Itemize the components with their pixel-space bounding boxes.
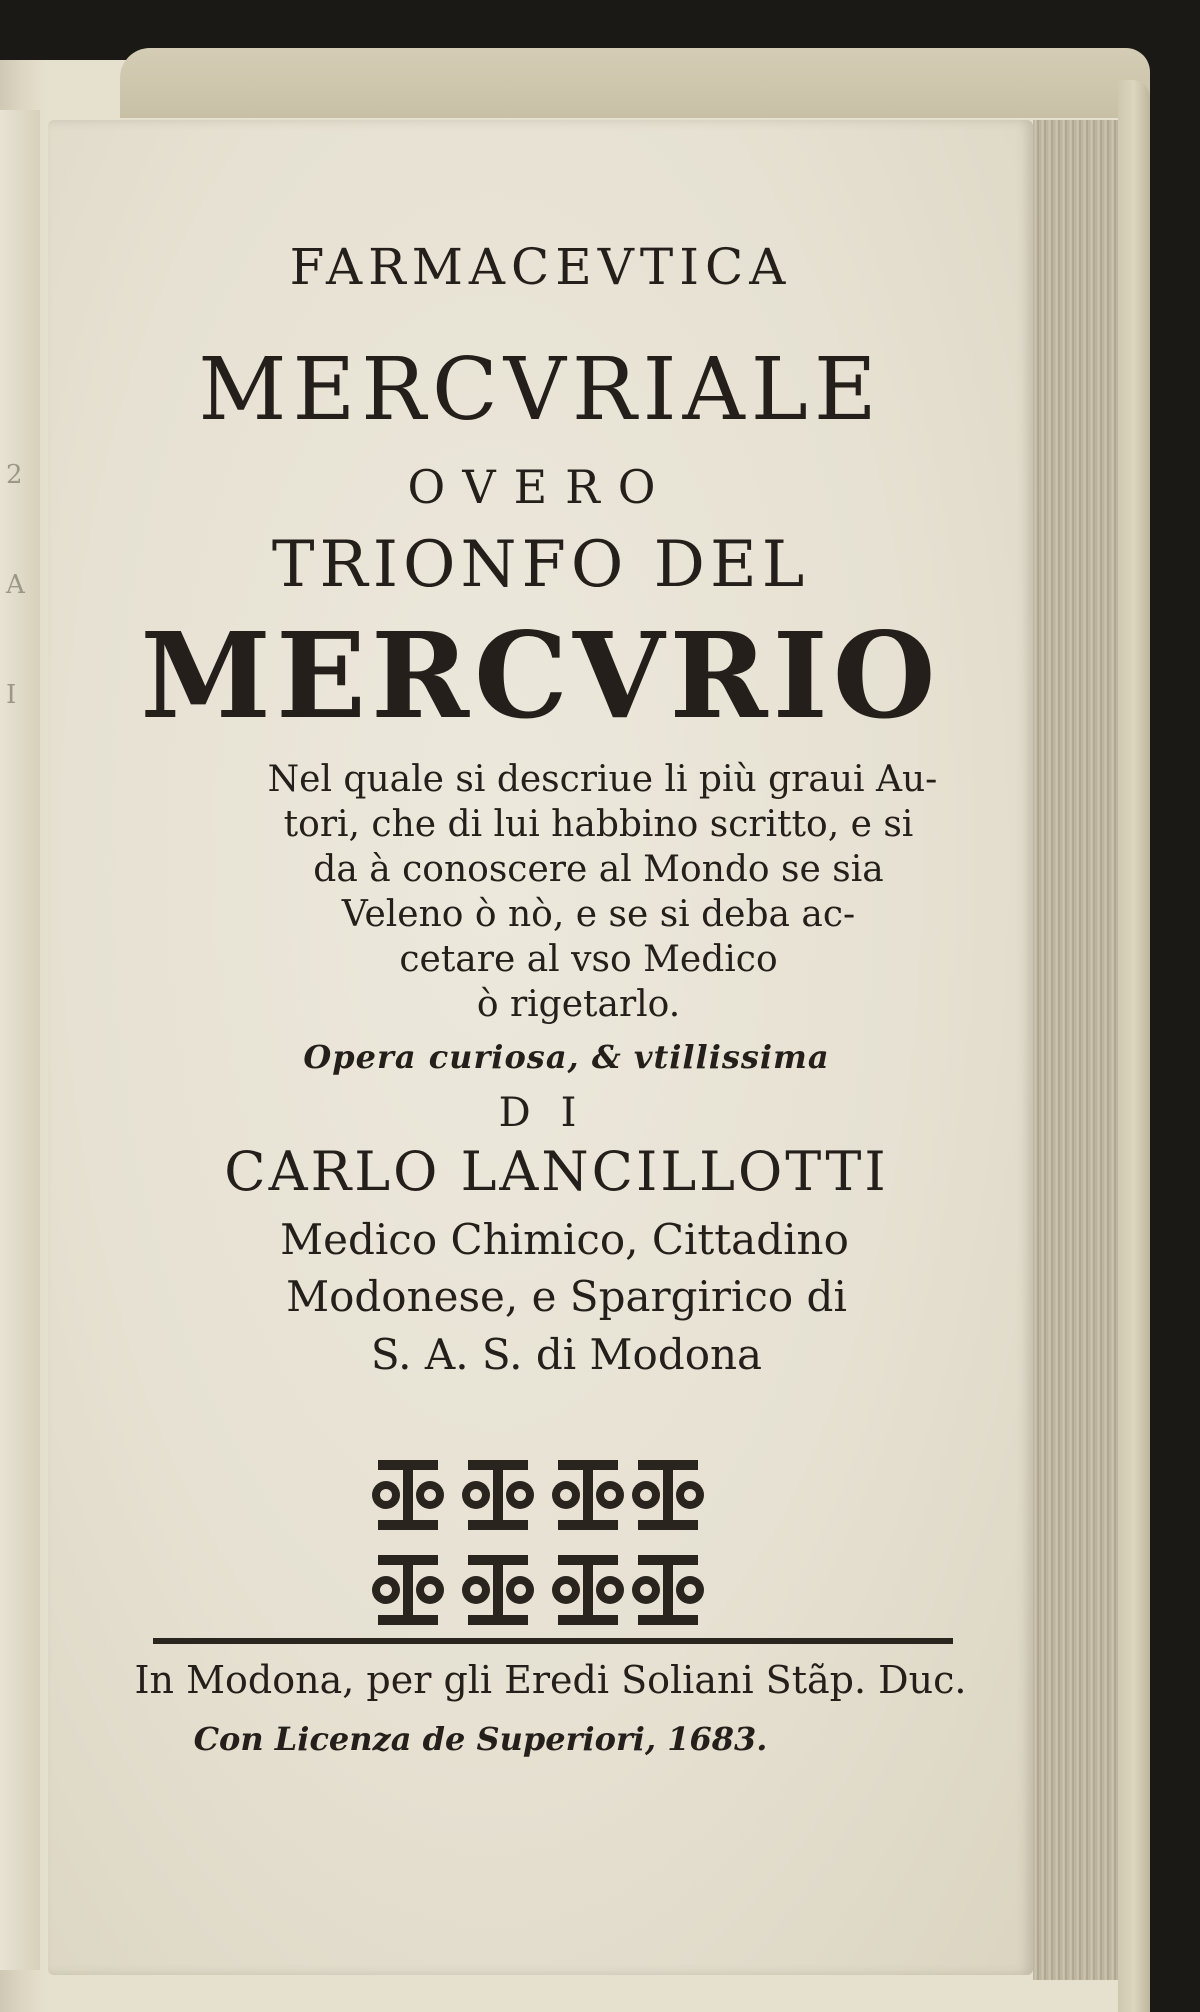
ornament-tile [372, 1460, 444, 1530]
author-description-line: Medico Chimico, Cittadino [280, 1215, 849, 1264]
description-line: ò rigetarlo. [476, 984, 681, 1025]
left-page-mark: A [6, 570, 25, 600]
author-description-line: Modonese, e Spargirico di [286, 1272, 847, 1321]
motto: Opera curiosa, & vtillissima [303, 1038, 830, 1076]
ornament-tile [372, 1555, 444, 1625]
title-line-3: OVERO [407, 460, 674, 514]
title-line-2: MERCVRIALE [198, 340, 883, 440]
description-line: da à conoscere al Mondo se sia [313, 849, 884, 890]
left-page-mark: I [6, 680, 17, 710]
description-line: Veleno ò nò, e se si deba ac- [341, 894, 856, 935]
left-page-marks [6, 420, 34, 920]
author-name: CARLO LANCILLOTTI [224, 1140, 889, 1203]
title-line-1: FARMACEVTICA [289, 238, 792, 296]
ornament-tile [462, 1460, 534, 1530]
title-line-5: MERCVRIO [140, 606, 941, 745]
ornament-tile [552, 1460, 624, 1530]
imprint-line-1: In Modona, per gli Eredi Soliani Stãp. Duc. [134, 1658, 967, 1702]
title-line-4: TRIONFO DEL [271, 528, 810, 602]
ornament-tile [632, 1460, 704, 1530]
imprint-rule [153, 1638, 953, 1644]
ornament-tile [552, 1555, 624, 1625]
by-line: DI [498, 1090, 607, 1136]
ornament-tile [632, 1555, 704, 1625]
book-cover-top [120, 48, 1150, 118]
description-line: cetare al vso Medico [399, 939, 778, 980]
author-description-line: S. A. S. di Modona [370, 1330, 763, 1379]
description-line: Nel quale si descriue li più graui Au- [267, 759, 938, 800]
left-page-fragment [0, 110, 40, 1970]
ornament-tile [462, 1555, 534, 1625]
title-page-text [48, 120, 1033, 1975]
imprint-line-2: Con Licenza de Superiori, 1683. [193, 1720, 768, 1758]
book-cover-edge [1118, 80, 1150, 2012]
left-page-mark: 2 [6, 460, 23, 490]
description-line: tori, che di lui habbino scritto, e si [283, 804, 914, 845]
printers-ornament-icon [358, 1440, 718, 1640]
